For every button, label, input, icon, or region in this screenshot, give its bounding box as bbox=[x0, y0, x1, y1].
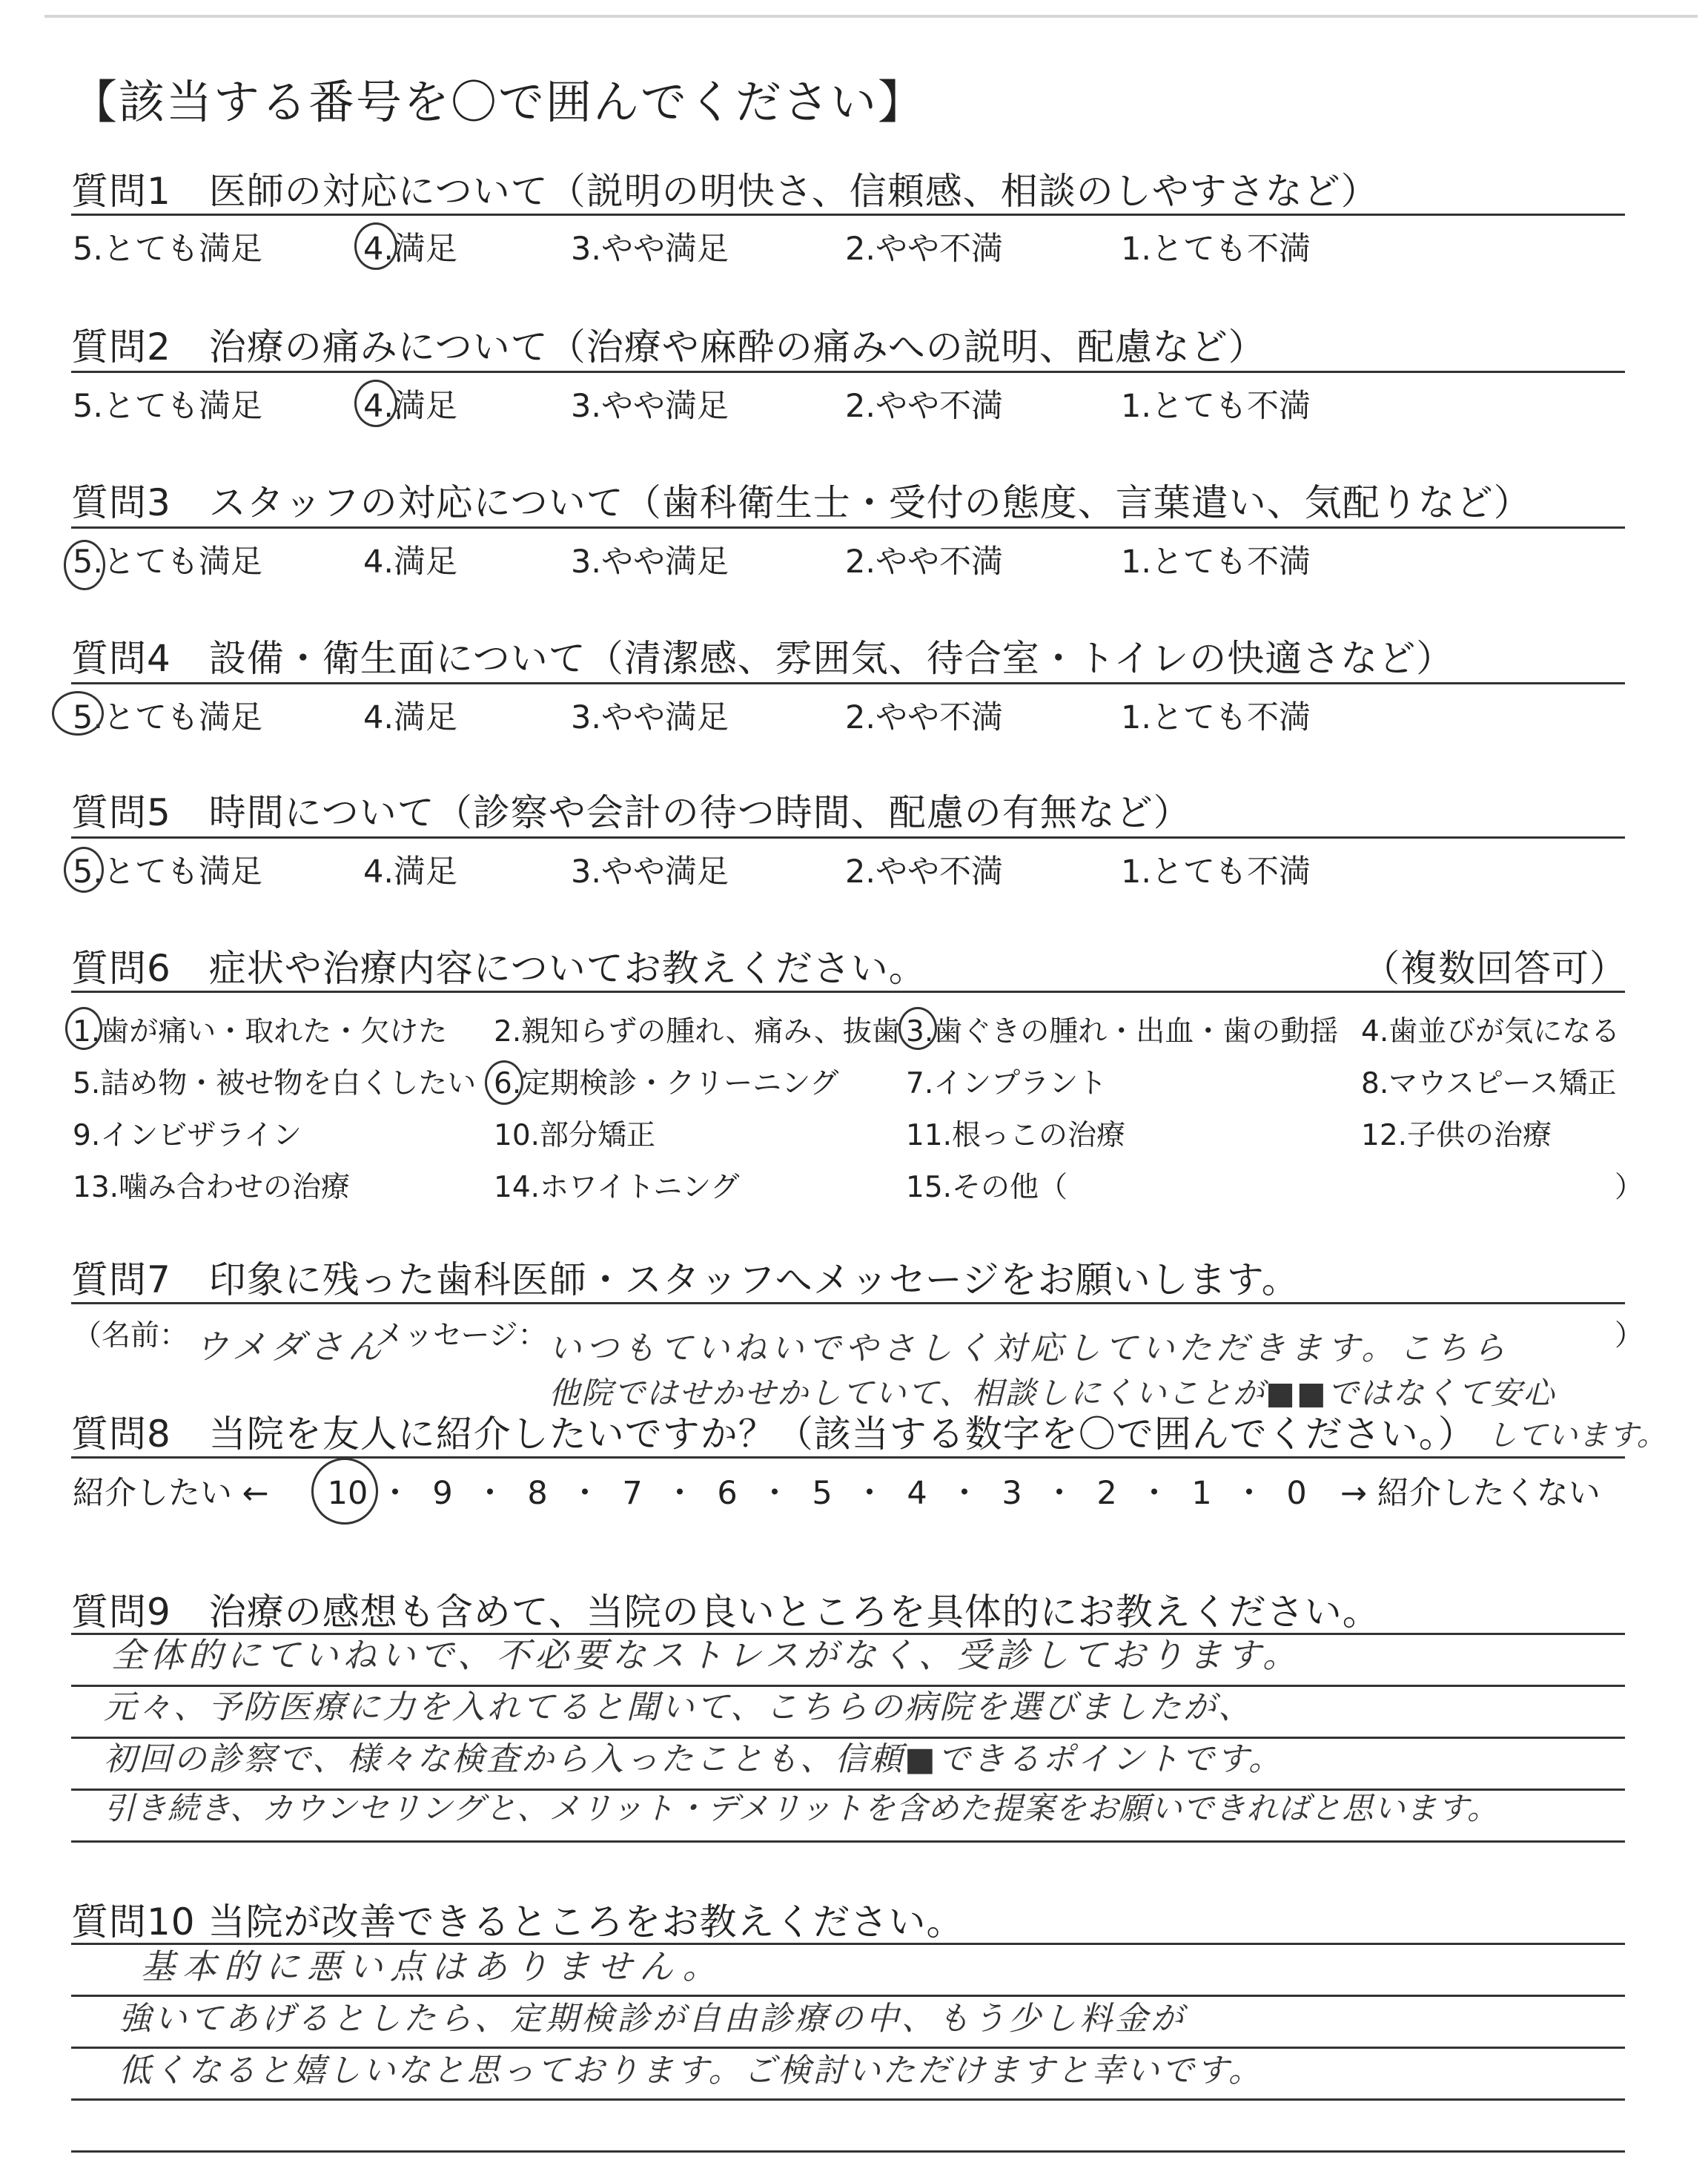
question-1-title: 質問1 医師の対応について（説明の明快さ、信頼感、相談のしやすさなど） bbox=[71, 170, 1379, 213]
q10-answer-line-1[interactable]: 基本的に悪い点はありません。 bbox=[141, 1946, 724, 1986]
q5-option-5[interactable]: 5.とても満足 bbox=[73, 853, 263, 891]
question-6-title: 質問6 症状や治療内容についてお教えください。 bbox=[71, 947, 927, 990]
q6-selected-circle-1 bbox=[65, 1007, 102, 1050]
q6-option-15[interactable]: 15.その他（ bbox=[906, 1171, 1068, 1204]
q2-option-4[interactable]: 4.満足 bbox=[363, 388, 458, 425]
q8-selected-circle bbox=[311, 1458, 378, 1525]
scale-value-9[interactable]: 9 bbox=[432, 1475, 453, 1512]
question-6-rule bbox=[71, 991, 1625, 993]
scale-separator: ・ bbox=[948, 1475, 981, 1512]
q1-option-5[interactable]: 5.とても満足 bbox=[73, 231, 263, 268]
message-label: メッセージ： bbox=[375, 1319, 547, 1353]
q4-option-2[interactable]: 2.やや不満 bbox=[845, 699, 1004, 736]
q6-option-3[interactable]: 3.歯ぐきの腫れ・出血・歯の動揺 bbox=[906, 1015, 1339, 1048]
q5-option-3[interactable]: 3.やや満足 bbox=[571, 853, 729, 891]
q5-selected-circle bbox=[64, 847, 104, 893]
scale-separator: ・ bbox=[1043, 1475, 1076, 1512]
scale-separator: ・ bbox=[474, 1475, 506, 1512]
q1-option-4[interactable]: 4.満足 bbox=[363, 231, 458, 268]
q6-option-11[interactable]: 11.根っこの治療 bbox=[906, 1119, 1126, 1152]
scale-value-2[interactable]: 2 bbox=[1096, 1475, 1117, 1512]
q9-answer-line-3[interactable]: 初回の診察で、様々な検査から入ったことも、信頼■できるポイントです。 bbox=[104, 1740, 1284, 1778]
q1-option-3[interactable]: 3.やや満足 bbox=[571, 231, 729, 268]
q10-answer-line-2[interactable]: 強いてあげるとしたら、定期検診が自由診療の中、もう少し料金が bbox=[119, 2000, 1186, 2038]
scale-value-0[interactable]: 0 bbox=[1286, 1475, 1307, 1512]
q4-option-5[interactable]: 5.とても満足 bbox=[73, 699, 263, 736]
q10-line-4 bbox=[71, 2098, 1625, 2101]
q6-option-13[interactable]: 13.噛み合わせの治療 bbox=[73, 1171, 351, 1204]
recommend-right-label: → 紹介したくない bbox=[1340, 1475, 1601, 1512]
top-border bbox=[44, 15, 1698, 18]
q6-selected-circle-3 bbox=[898, 1007, 937, 1050]
q9-line-5 bbox=[71, 1840, 1625, 1843]
question-8-rule bbox=[71, 1456, 1625, 1459]
question-8-title: 質問8 当院を友人に紹介したいですか？（該当する数字を〇で囲んでください。） bbox=[71, 1413, 1476, 1456]
scale-value-8[interactable]: 8 bbox=[527, 1475, 548, 1512]
question-9-title: 質問9 治療の感想も含めて、当院の良いところを具体的にお教えください。 bbox=[71, 1591, 1380, 1634]
q10-answer-line-3[interactable]: 低くなると嬉しいなと思っております。ご検討いただけますと幸いです。 bbox=[119, 2052, 1263, 2090]
name-label: （名前： bbox=[73, 1319, 189, 1353]
scale-value-7[interactable]: 7 bbox=[622, 1475, 643, 1512]
q9-answer-line-1[interactable]: 全体的にていねいで、不必要なストレスがなく、受診しております。 bbox=[111, 1635, 1302, 1675]
q6-selected-circle-6 bbox=[485, 1060, 523, 1105]
message-line-1[interactable]: いつもていねいでやさしく対応していただきます。こちら bbox=[549, 1330, 1510, 1367]
q4-option-1[interactable]: 1.とても不満 bbox=[1121, 699, 1311, 736]
q6-option-9[interactable]: 9.インビザライン bbox=[73, 1119, 302, 1152]
scale-separator: ・ bbox=[569, 1475, 601, 1512]
q2-selected-circle bbox=[354, 380, 397, 427]
message-line-3[interactable]: しています。 bbox=[1487, 1418, 1667, 1453]
scale-value-4[interactable]: 4 bbox=[907, 1475, 927, 1512]
q6-option-8[interactable]: 8.マウスピース矯正 bbox=[1361, 1067, 1617, 1100]
question-5-rule bbox=[71, 836, 1625, 839]
q3-option-3[interactable]: 3.やや満足 bbox=[571, 544, 729, 581]
q6-option-1[interactable]: 1.歯が痛い・取れた・欠けた bbox=[73, 1015, 448, 1048]
scale-separator: ・ bbox=[663, 1475, 696, 1512]
q2-option-5[interactable]: 5.とても満足 bbox=[73, 388, 263, 425]
question-1-rule bbox=[71, 214, 1625, 216]
q1-option-1[interactable]: 1.とても不満 bbox=[1121, 231, 1311, 268]
q5-option-4[interactable]: 4.満足 bbox=[363, 853, 458, 891]
scale-separator: ・ bbox=[1138, 1475, 1171, 1512]
q4-selected-circle bbox=[52, 691, 104, 736]
q6-option-14[interactable]: 14.ホワイトニング bbox=[494, 1171, 740, 1204]
question-6-note: （複数回答可） bbox=[1363, 947, 1627, 990]
recommend-scale bbox=[326, 1468, 1318, 1513]
q3-option-5[interactable]: 5.とても満足 bbox=[73, 544, 263, 581]
scale-value-5[interactable]: 5 bbox=[812, 1475, 833, 1512]
scale-separator: ・ bbox=[853, 1475, 886, 1512]
q6-option-2[interactable]: 2.親知らずの腫れ、痛み、抜歯 bbox=[494, 1015, 901, 1048]
q6-option-10[interactable]: 10.部分矯正 bbox=[494, 1119, 656, 1152]
q6-option-5[interactable]: 5.詰め物・被せ物を白くしたい bbox=[73, 1067, 477, 1100]
q6-option-4[interactable]: 4.歯並びが気になる bbox=[1361, 1015, 1621, 1048]
message-close: ） bbox=[1615, 1319, 1644, 1353]
question-10-title: 質問10 当院が改善できるところをお教えください。 bbox=[71, 1900, 964, 1943]
q2-option-2[interactable]: 2.やや不満 bbox=[845, 388, 1004, 425]
q3-option-4[interactable]: 4.満足 bbox=[363, 544, 458, 581]
question-4-title: 質問4 設備・衛生面について（清潔感、雰囲気、待合室・トイレの快適さなど） bbox=[71, 637, 1454, 680]
q4-option-4[interactable]: 4.満足 bbox=[363, 699, 458, 736]
scale-value-3[interactable]: 3 bbox=[1002, 1475, 1022, 1512]
question-3-title: 質問3 スタッフの対応について（歯科衛生士・受付の態度、言葉遣い、気配りなど） bbox=[71, 481, 1532, 524]
q3-option-2[interactable]: 2.やや不満 bbox=[845, 544, 1004, 581]
scale-separator: ・ bbox=[758, 1475, 791, 1512]
q6-option-12[interactable]: 12.子供の治療 bbox=[1361, 1119, 1552, 1152]
name-handwritten[interactable]: ウメダさん bbox=[194, 1327, 386, 1367]
question-7-title: 質問7 印象に残った歯科医師・スタッフへメッセージをお願いします。 bbox=[71, 1258, 1300, 1301]
question-4-rule bbox=[71, 682, 1625, 684]
q9-answer-line-4[interactable]: 引き続き、カウンセリングと、メリット・デメリットを含めた提案をお願いできればと思います。 bbox=[104, 1790, 1499, 1826]
recommend-left-label: 紹介したい ← bbox=[73, 1475, 269, 1512]
page-title: 【該当する番号を〇で囲んでください】 bbox=[71, 75, 926, 129]
q6-other-close: ） bbox=[1615, 1171, 1644, 1204]
question-2-rule bbox=[71, 371, 1625, 373]
scale-value-1[interactable]: 1 bbox=[1191, 1475, 1212, 1512]
q2-option-1[interactable]: 1.とても不満 bbox=[1121, 388, 1311, 425]
question-5-title: 質問5 時間について（診察や会計の待つ時間、配慮の有無など） bbox=[71, 791, 1191, 834]
q6-option-7[interactable]: 7.インプラント bbox=[906, 1067, 1108, 1100]
scale-separator: ・ bbox=[1233, 1475, 1265, 1512]
q3-selected-circle bbox=[64, 540, 105, 590]
q2-option-3[interactable]: 3.やや満足 bbox=[571, 388, 729, 425]
message-line-2[interactable]: 他院ではせかせかしていて、相談しにくいことが■■ではなくて安心 bbox=[549, 1375, 1556, 1411]
question-3-rule bbox=[71, 526, 1625, 529]
scale-separator: ・ bbox=[379, 1475, 411, 1512]
question-7-rule bbox=[71, 1302, 1625, 1304]
scale-value-10[interactable]: 10 bbox=[327, 1475, 368, 1512]
q5-option-1[interactable]: 1.とても不満 bbox=[1121, 853, 1311, 891]
scale-value-6[interactable]: 6 bbox=[717, 1475, 738, 1512]
question-2-title: 質問2 治療の痛みについて（治療や麻酔の痛みへの説明、配慮など） bbox=[71, 326, 1266, 369]
q10-line-5 bbox=[71, 2150, 1625, 2153]
q4-option-3[interactable]: 3.やや満足 bbox=[571, 699, 729, 736]
q3-option-1[interactable]: 1.とても不満 bbox=[1121, 544, 1311, 581]
q1-option-2[interactable]: 2.やや不満 bbox=[845, 231, 1004, 268]
q9-answer-line-2[interactable]: 元々、予防医療に力を入れてると聞いて、こちらの病院を選びましたが、 bbox=[104, 1688, 1254, 1726]
q1-selected-circle bbox=[354, 222, 397, 270]
q5-option-2[interactable]: 2.やや不満 bbox=[845, 853, 1004, 891]
q6-option-6[interactable]: 6.定期検診・クリーニング bbox=[494, 1067, 839, 1100]
